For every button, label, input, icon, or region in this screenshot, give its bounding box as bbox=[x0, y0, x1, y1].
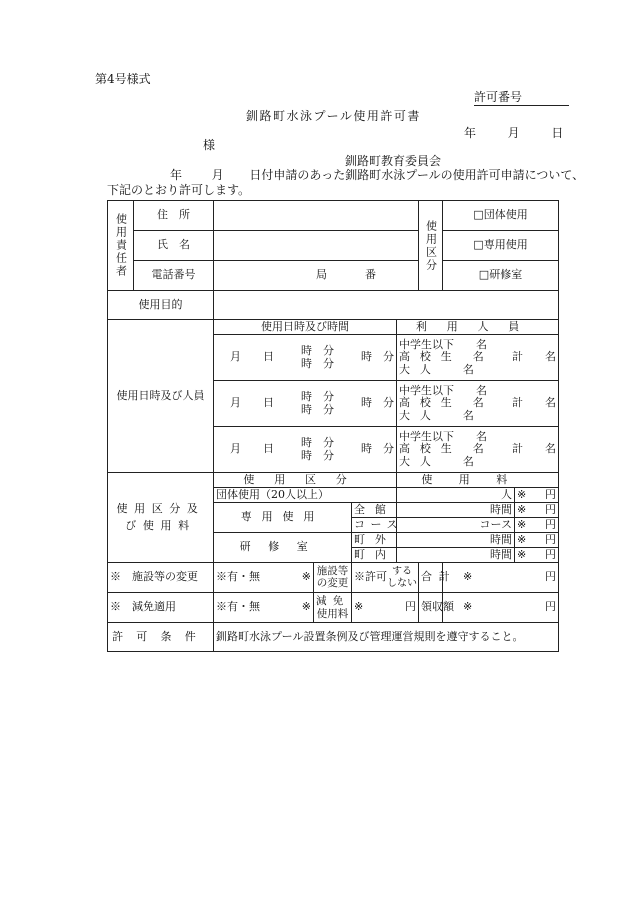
phone-row bbox=[108, 261, 559, 291]
page-title: 釧路町水泳プール使用許可書 bbox=[246, 109, 421, 123]
fees-training-unit-1[interactable]: 時間 bbox=[397, 533, 515, 548]
category-dedicated-checkbox[interactable]: □専用使用 bbox=[443, 231, 559, 261]
slot-1-datetime[interactable]: 月 日 時 分 時 分 時 分 bbox=[214, 335, 397, 381]
fees-group-count[interactable]: 人 bbox=[397, 488, 515, 503]
fees-training-option-2: 町内 bbox=[352, 548, 397, 563]
fees-dedicated-unit-2[interactable]: コース bbox=[397, 518, 515, 533]
fees-dedicated-use: 専用使用 bbox=[214, 503, 352, 533]
total-label: 合計 bbox=[419, 563, 443, 593]
intro-line-2: 下記のとおり許可します。 bbox=[107, 183, 251, 197]
slot-2-people[interactable]: 中学生以下 名 高校生 名 大人 名 計 名 bbox=[397, 381, 559, 427]
exemption-yesno[interactable]: ※有・無 ※ bbox=[214, 593, 314, 623]
name-label: 氏 名 bbox=[134, 231, 214, 261]
category-header-cell bbox=[419, 201, 443, 291]
facility-change-row bbox=[108, 563, 559, 593]
purpose-input[interactable] bbox=[214, 291, 559, 320]
exemption-fee-label: 減免 使用料 bbox=[314, 593, 352, 623]
total-amount[interactable]: ※ 円 bbox=[443, 563, 559, 593]
fees-dedicated-option-1: 全館 bbox=[352, 503, 397, 518]
purpose-row bbox=[108, 291, 559, 320]
conditions-text: 釧路町水泳プール設置条例及び管理運営規則を遵守すること。 bbox=[214, 623, 559, 652]
responsible-header: 使用責任者 bbox=[114, 213, 128, 278]
issuer-name: 釧路町教育委員会 bbox=[345, 154, 442, 168]
purpose-label: 使用目的 bbox=[108, 291, 214, 320]
phone-input[interactable] bbox=[214, 261, 419, 291]
schedule-header-row bbox=[108, 320, 559, 335]
fees-training-room: 研修室 bbox=[214, 533, 352, 563]
responsible-header-cell bbox=[108, 201, 134, 291]
permit-form-table bbox=[107, 200, 559, 652]
fees-header-row bbox=[108, 473, 559, 488]
schedule-label: 使用日時及び人員 bbox=[108, 320, 214, 473]
received-label: 領収額 bbox=[419, 593, 443, 623]
intro-month: 月 bbox=[211, 168, 224, 182]
date-year: 年 bbox=[464, 126, 477, 140]
facility-change-label: ※ 施設等の変更 bbox=[108, 563, 214, 593]
fees-dedicated-amount-2[interactable]: ※ 円 bbox=[515, 518, 559, 533]
fees-dedicated-option-2: コース bbox=[352, 518, 397, 533]
phone-number: 番 bbox=[365, 268, 376, 282]
fees-dedicated-amount-1[interactable]: ※ 円 bbox=[515, 503, 559, 518]
category-group-checkbox[interactable]: □団体使用 bbox=[443, 201, 559, 231]
slot-1-people[interactable]: 中学生以下 名 高校生 名 大人 名 計 名 bbox=[397, 335, 559, 381]
fees-training-unit-2[interactable]: 時間 bbox=[397, 548, 515, 563]
phone-label: 電話番号 bbox=[134, 261, 214, 291]
exemption-amount[interactable]: ※ 円 bbox=[352, 593, 419, 623]
fees-group-amount[interactable]: ※ 円 bbox=[515, 488, 559, 503]
datetime-header: 使用日時及び時間 bbox=[214, 320, 397, 335]
permit-number-label: 許可番号 bbox=[474, 90, 523, 104]
fees-fee-header: 使用料 bbox=[397, 473, 559, 488]
name-row bbox=[108, 231, 559, 261]
fees-label: 使用区分及び使用料 bbox=[108, 473, 214, 563]
slot-3-datetime[interactable]: 月 日 時 分 時 分 時 分 bbox=[214, 427, 397, 473]
form-number: 第4号様式 bbox=[95, 72, 151, 86]
slot-2-datetime[interactable]: 月 日 時 分 時 分 時 分 bbox=[214, 381, 397, 427]
date-month: 月 bbox=[507, 126, 520, 140]
facility-change-detail-label: 施設等の変更 bbox=[314, 563, 352, 593]
people-header: 利用人員 bbox=[397, 320, 559, 335]
fees-training-option-1: 町外 bbox=[352, 533, 397, 548]
category-training-checkbox[interactable]: □研修室 bbox=[443, 261, 559, 291]
fees-training-amount-2[interactable]: ※ 円 bbox=[515, 548, 559, 563]
fees-category-header: 使用区分 bbox=[214, 473, 397, 488]
issue-date bbox=[464, 124, 563, 141]
intro-text: 日付申請のあった釧路町水泳プールの使用許可申請について、 bbox=[249, 168, 585, 182]
exemption-label: ※ 減免適用 bbox=[108, 593, 214, 623]
phone-exchange: 局 bbox=[316, 268, 327, 282]
address-label: 住 所 bbox=[134, 201, 214, 231]
category-header: 使用区分 bbox=[424, 219, 438, 272]
fees-training-amount-1[interactable]: ※ 円 bbox=[515, 533, 559, 548]
facility-change-yesno[interactable]: ※有・無 ※ bbox=[214, 563, 314, 593]
date-day: 日 bbox=[551, 126, 564, 140]
slot-3-people[interactable]: 中学生以下 名 高校生 名 大人 名 計 名 bbox=[397, 427, 559, 473]
intro-year: 年 bbox=[170, 168, 183, 182]
conditions-label: 許可条件 bbox=[108, 623, 214, 652]
fees-dedicated-unit-1[interactable]: 時間 bbox=[397, 503, 515, 518]
address-row bbox=[108, 201, 559, 231]
received-amount[interactable]: ※ 円 bbox=[443, 593, 559, 623]
permit-number-field[interactable] bbox=[474, 88, 569, 106]
exemption-row bbox=[108, 593, 559, 623]
name-input[interactable] bbox=[214, 231, 419, 261]
facility-change-permit[interactable]: ※許可 する しない bbox=[352, 563, 419, 593]
address-input[interactable] bbox=[214, 201, 419, 231]
addressee-suffix: 様 bbox=[203, 138, 216, 152]
conditions-row bbox=[108, 623, 559, 652]
fees-group-use: 団体使用（20人以上） bbox=[214, 488, 397, 503]
